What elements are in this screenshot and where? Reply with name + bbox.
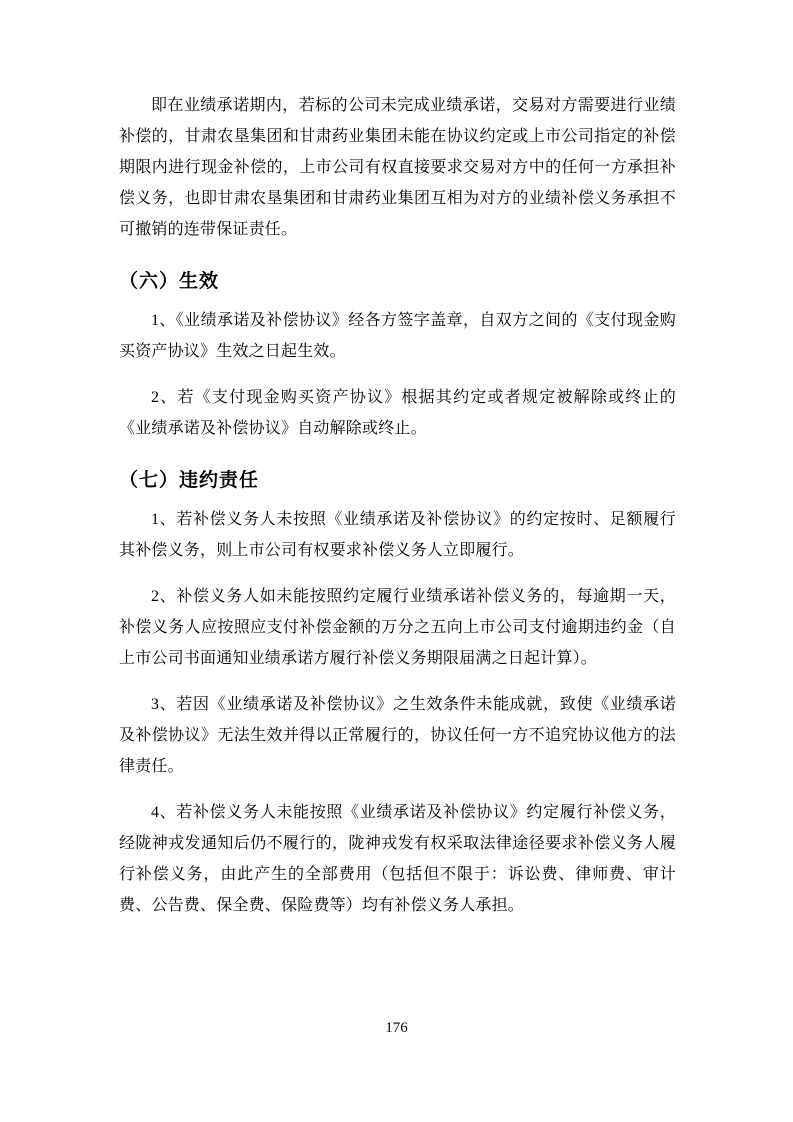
document-content xyxy=(119,90,676,936)
section-7-paragraph-4: 4、若补偿义务人未能按照《业绩承诺及补偿协议》约定履行补偿义务，经陇神戎发通知后仍不履行的，陇神戎发有权采取法律途径要求补偿义务人履行补偿义务，由此产生的全部费用（包括但不限于：诉讼费、律师费、审计费、公告费、保全费、保险费等）均有补偿义务人承担。 xyxy=(119,804,676,914)
section-7-paragraph-2: 2、补偿义务人如未能按照约定履行业绩承诺补偿义务的，每逾期一天，补偿义务人应按照应支付补偿金额的万分之五向上市公司支付逾期违约金（自上市公司书面通知业绩承诺方履行补偿义务期限届满之日起计算）。 xyxy=(119,588,676,667)
section-heading-7-breach-liability: （七）违约责任 xyxy=(119,470,260,491)
section-6-paragraph-1: 1、《业绩承诺及补偿协议》经各方签字盖章，自双方之间的《支付现金购买资产协议》生效之日起生效。 xyxy=(119,312,676,360)
page-number: 176 xyxy=(385,1020,408,1036)
section-6-paragraph-2: 2、若《支付现金购买资产协议》根据其约定或者规定被解除或终止的《业绩承诺及补偿协议》自动解除或终止。 xyxy=(119,389,676,437)
paragraph-intro: 即在业绩承诺期内，若标的公司未完成业绩承诺，交易对方需要进行业绩补偿的，甘肃农垦集团和甘肃药业集团未能在协议约定或上市公司指定的补偿期限内进行现金补偿的，上市公司有权直接要求交易对方中的任何一方承担补偿义务，也即甘肃农垦集团和甘肃药业集团互相为对方的业绩补偿义务承担不可撤销的连带保证责任。 xyxy=(119,97,676,238)
section-7-paragraph-3: 3、若因《业绩承诺及补偿协议》之生效条件未能成就，致使《业绩承诺及补偿协议》无法生效并得以正常履行的，协议任何一方不追究协议他方的法律责任。 xyxy=(119,696,676,775)
section-heading-6-effectiveness: （六）生效 xyxy=(119,271,220,292)
section-7-paragraph-1: 1、若补偿义务人未按照《业绩承诺及补偿协议》的约定按时、足额履行其补偿义务，则上市公司有权要求补偿义务人立即履行。 xyxy=(119,511,676,559)
